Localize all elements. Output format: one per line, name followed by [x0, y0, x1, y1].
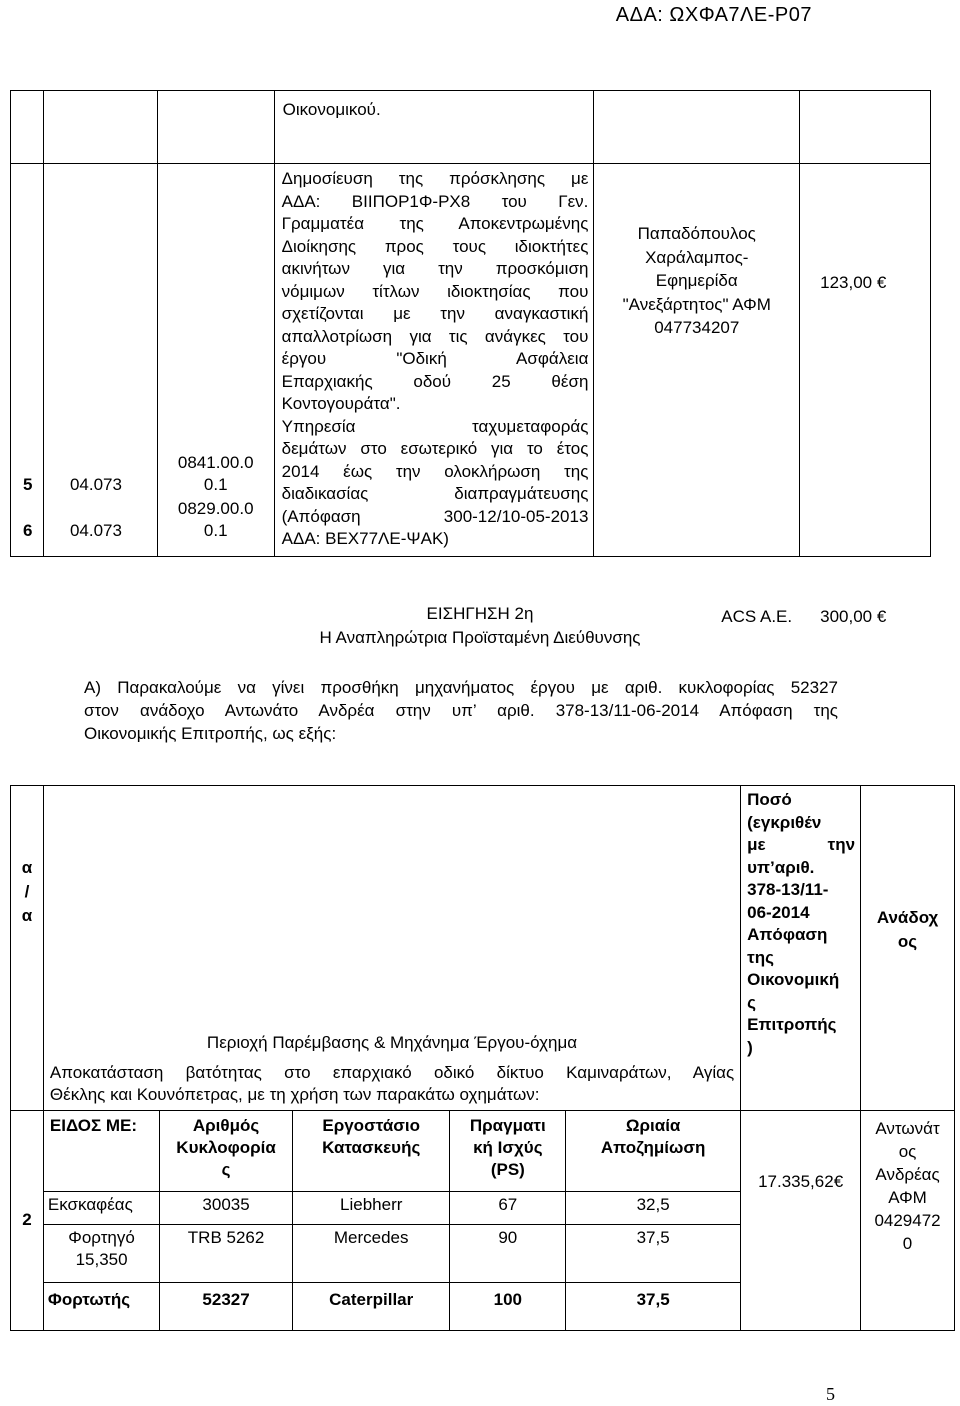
machine-power: 67: [450, 1191, 566, 1224]
rate-header: Ωριαία Αποζημίωση: [566, 1111, 740, 1191]
machine-type: Εκσκαφέας: [44, 1191, 160, 1224]
amount: 300,00 €: [820, 607, 887, 626]
type-header: ΕΙΔΟΣ ΜΕ:: [44, 1111, 160, 1191]
continuation-text: Οικονομικού.: [282, 100, 381, 119]
power-header: Πραγματι κή Ισχύς (PS): [450, 1111, 566, 1191]
kae-code: 0841.00.0 0.1: [177, 453, 254, 495]
beneficiary: Παπαδόπουλος Χαράλαμπος- Εφημερίδα "Ανεξάρτητος" ΑΦΜ 047734207: [622, 224, 771, 337]
row-amount: 17.335,62€: [741, 1111, 861, 1331]
table-header-row: [11, 786, 955, 1111]
proposal-paragraph: Α) Παρακαλούμε να γίνει προσθήκη μηχανήματος έργου με αριθ. κυκλοφορίας 52327 στον ανάδοχο Αντωνάτο Ανδρέα στην υπ’ αριθ. 378-13/11-06-2014 Απόφαση της Οικονομικής Επιτροπής, ως εξής:: [84, 678, 838, 743]
machine-plate: 30035: [160, 1191, 293, 1224]
row-description: Υπηρεσία ταχυμεταφοράς δεμάτων στο εσωτερικό για το έτος 2014 έως την ολοκλήρωση της διαδικασίας διαπραγμάτευσης (Απόφαση 300-12/10-05-2013 ΑΔΑ: ΒΕΧ77ΛΕ-ΨΑΚ): [281, 416, 589, 548]
kae-code: 0829.00.0 0.1: [177, 499, 254, 541]
machine-maker: Liebherr: [292, 1191, 450, 1224]
machines-table: [44, 1111, 740, 1330]
plate-header: Αριθμός Κυκλοφορία ς: [160, 1111, 293, 1191]
amount: 123,00 €: [820, 273, 887, 292]
row-description: Δημοσίευση της πρόσκλησης με ΑΔΑ: ΒΙΙΠΟΡ1Φ-ΡΧ8 του Γεν. Γραμματέα της Αποκεντρωμένης Διοίκησης προς τους ιδιοκτήτες ακινήτων για την προσκόμιση νόμιμων τίτλων ιδιοκτησίας που σχετίζονται με την αναγκαστική απαλλοτρίωση για τις ανάγκες του έργου "Οδική Ασφάλεια Επαρχιακής οδού 25 θέση Κοντογουράτα".: [281, 169, 589, 413]
machine-row: [44, 1282, 740, 1330]
machine-maker: Caterpillar: [292, 1282, 450, 1330]
table-row: [11, 1111, 955, 1331]
machine-maker: Mercedes: [292, 1224, 450, 1282]
machine-power: 100: [450, 1282, 566, 1330]
aa-header: α / α: [11, 786, 44, 1111]
page-number: 5: [826, 1384, 835, 1404]
machine-plate: TRB 5262: [160, 1224, 293, 1282]
area-description: Αποκατάσταση βατότητας στο επαρχιακό οδικό δίκτυο Καμιναράτων, Αγίας Θέκλης και Κουνόπετρας, με τη χρήση των παρακάτω οχημάτων:: [49, 1062, 735, 1104]
machine-rate: 37,5: [566, 1282, 740, 1330]
contractor-header: Ανάδοχ ος: [861, 786, 955, 1111]
machine-row: [44, 1224, 740, 1282]
row-aa: 2: [11, 1111, 44, 1331]
proposal-heading: [0, 602, 960, 650]
budget-code: 04.073: [69, 521, 122, 540]
row-number: 6: [23, 521, 33, 540]
machines-header-row: [44, 1111, 740, 1191]
budget-code: 04.073: [69, 475, 122, 494]
machine-type: Φορτηγό 15,350: [44, 1224, 160, 1282]
ada-header: ΑΔΑ: ΩΧΦΑ7ΛΕ-Ρ07: [615, 4, 812, 26]
machine-rate: 37,5: [566, 1224, 740, 1282]
machine-plate: 52327: [160, 1282, 293, 1330]
proposal-title: ΕΙΣΗΓΗΣΗ 2η: [426, 604, 534, 623]
machinery-table: [10, 785, 955, 1331]
table-row: [11, 164, 931, 557]
row-contractor: Αντωνάτ ος Ανδρέας ΑΦΜ 0429472 0: [861, 1111, 955, 1331]
beneficiary: ACS A.E.: [721, 607, 793, 626]
machine-rate: 32,5: [566, 1191, 740, 1224]
proposal-subtitle: Η Αναπληρώτρια Προϊσταμένη Διεύθυνσης: [319, 628, 641, 647]
machine-power: 90: [450, 1224, 566, 1282]
area-title: Περιοχή Παρέμβασης & Μηχάνημα Έργου-όχημα: [206, 1032, 578, 1052]
machine-row: [44, 1191, 740, 1224]
maker-header: Εργοστάσιο Κατασκευής: [292, 1111, 450, 1191]
table-row: [11, 91, 931, 164]
amount-header: Ποσό (εγκριθέν με την υπ’αριθ. 378-13/11- 06-2014 Απόφαση της Οικονομική ς Επιτροπής ): [741, 786, 861, 1111]
row-number: 5: [23, 475, 33, 494]
machine-type: Φορτωτής: [44, 1282, 160, 1330]
